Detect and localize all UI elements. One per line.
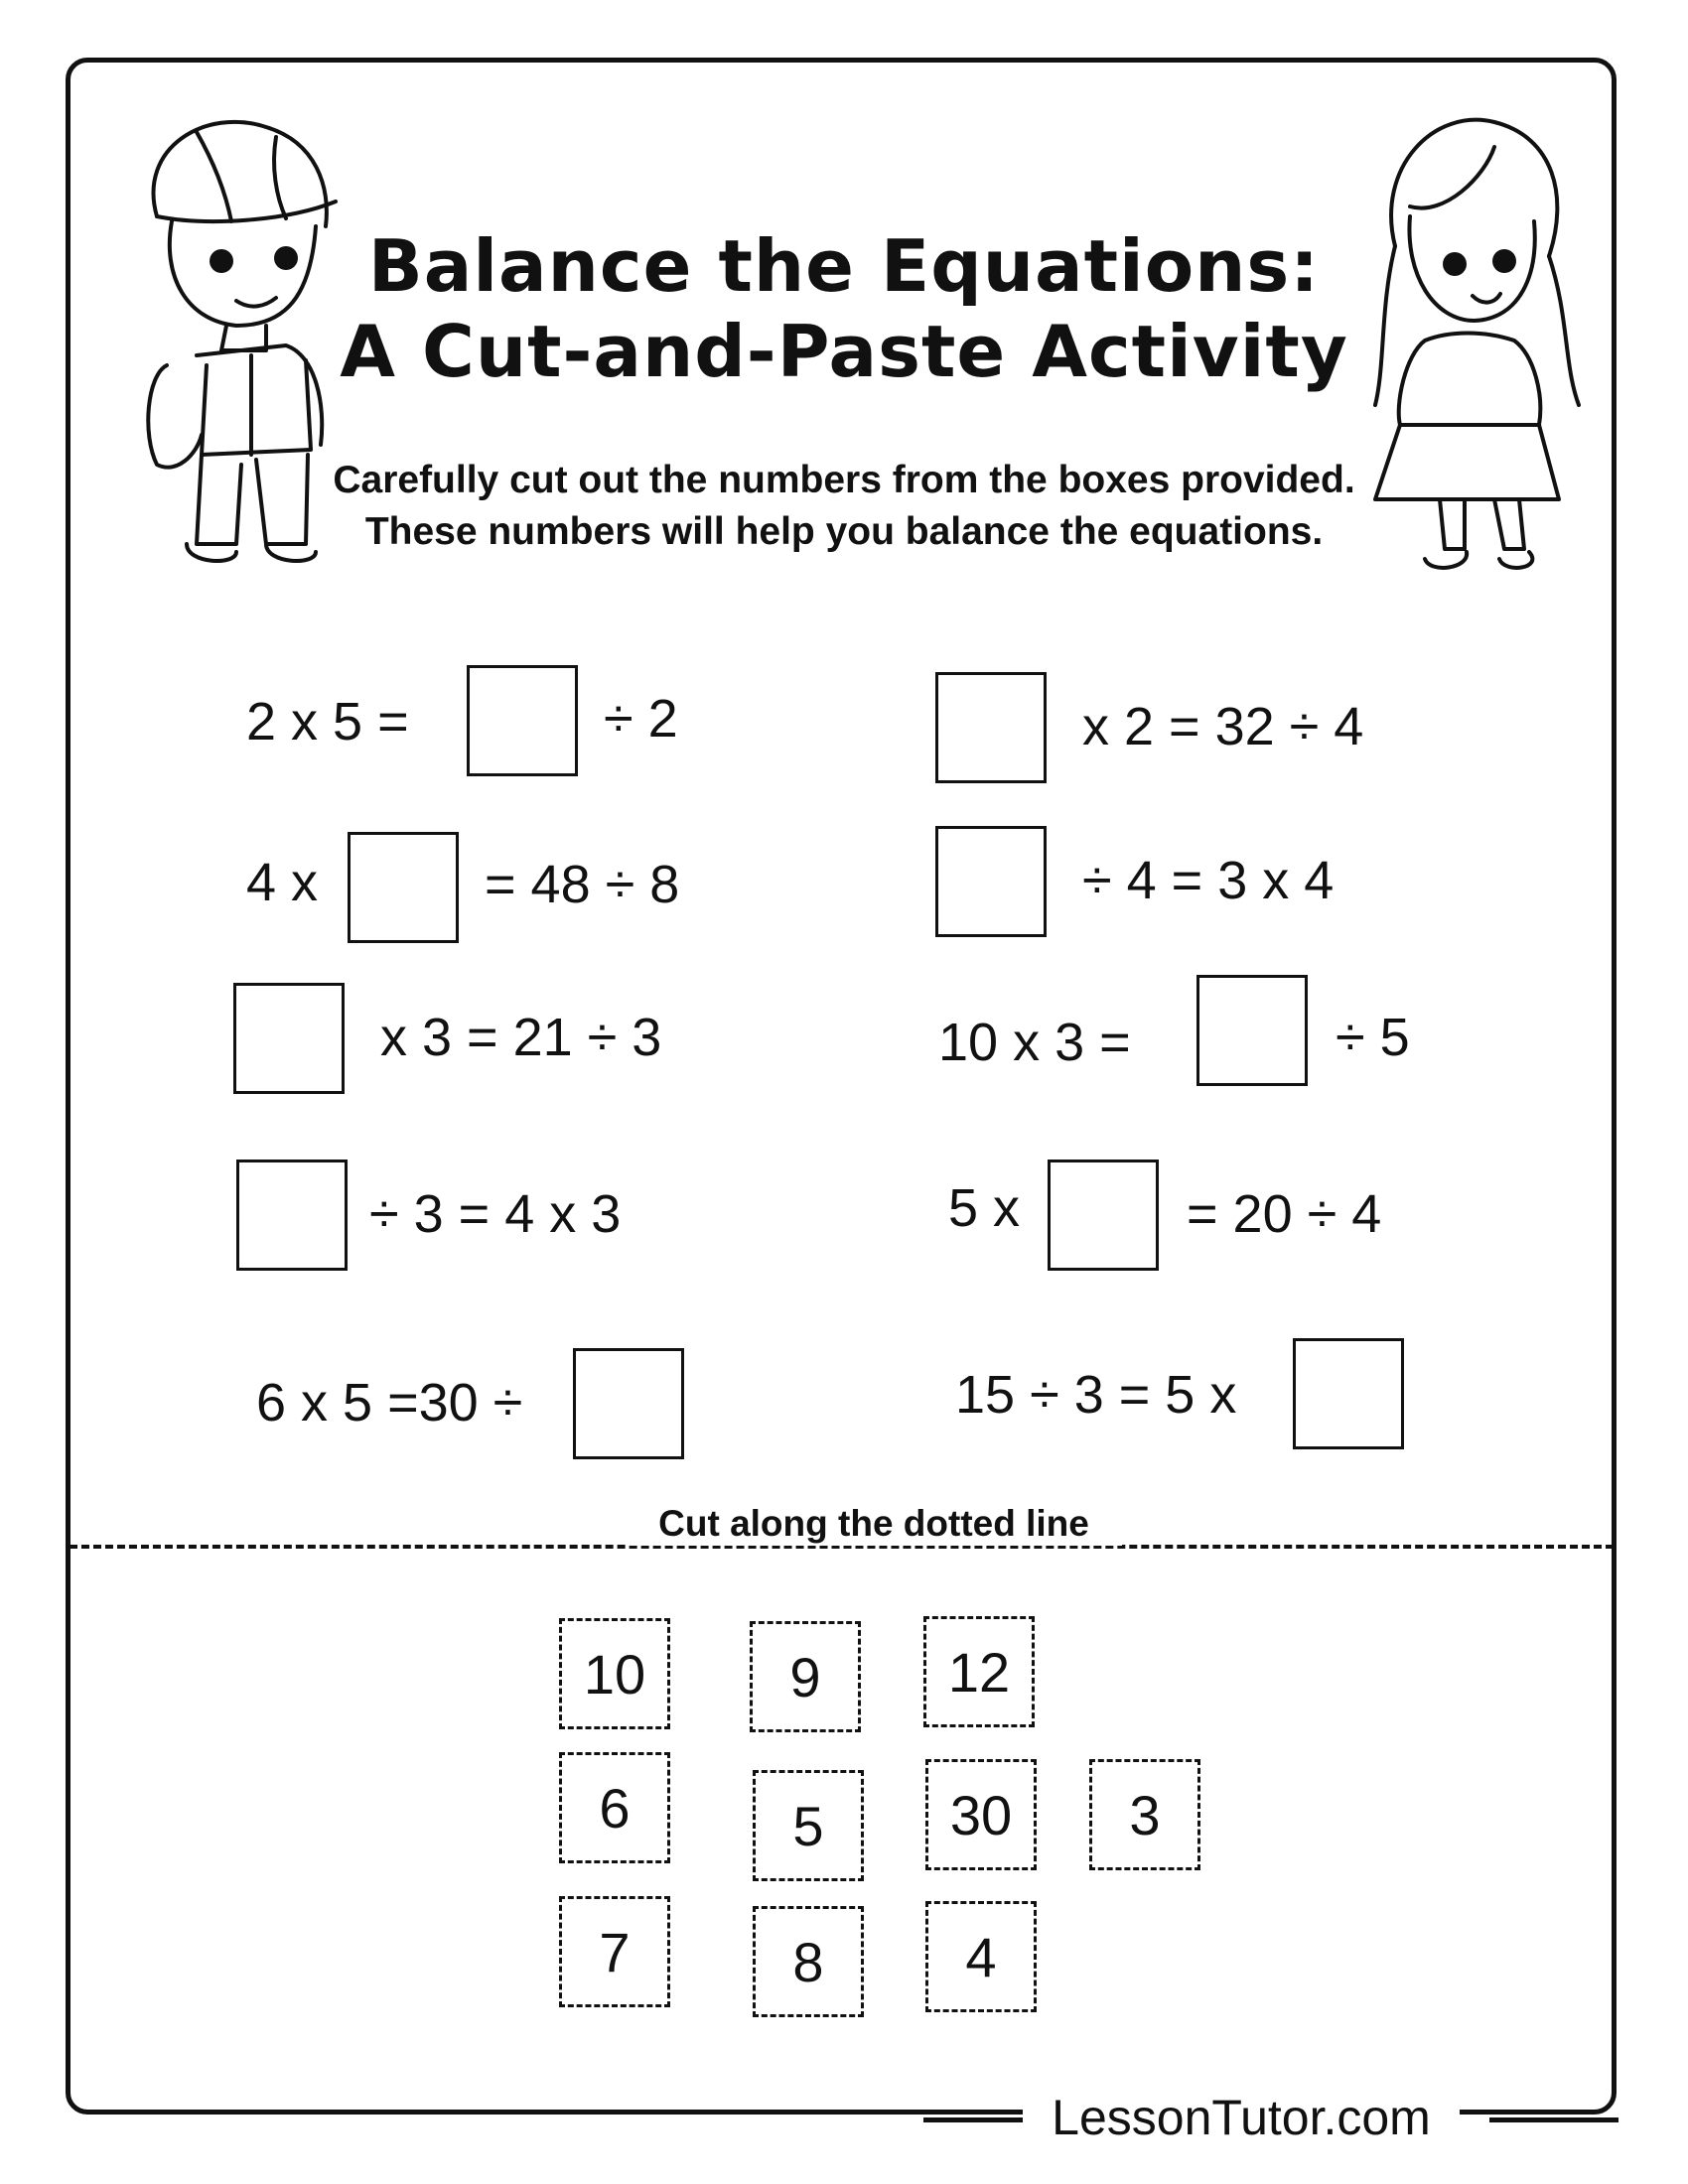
answer-box-left-1[interactable] (467, 665, 578, 776)
equation-left-1-before: 2 x 5 = (246, 692, 409, 751)
instructions-line-1: Carefully cut out the numbers from the boxes provided. (333, 459, 1355, 501)
equation-left-3-after: x 3 = 21 ÷ 3 (380, 1008, 662, 1067)
answer-box-right-3[interactable] (1196, 975, 1308, 1086)
number-card-7[interactable]: 7 (559, 1896, 670, 2007)
equation-left-2-after: = 48 ÷ 8 (485, 855, 680, 914)
instructions-line-2: These numbers will help you balance the equations. (364, 510, 1324, 553)
number-card-3[interactable]: 3 (1089, 1759, 1200, 1870)
equation-left-5-before: 6 x 5 =30 ÷ (256, 1373, 523, 1433)
number-card-30[interactable]: 30 (925, 1759, 1037, 1870)
equation-right-4-before: 5 x (948, 1178, 1021, 1238)
equation-left-2-before: 4 x (246, 853, 319, 912)
footer-rule-left (923, 2117, 1023, 2122)
answer-box-right-5[interactable] (1293, 1338, 1404, 1449)
cut-line-label: Cut along the dotted line (626, 1501, 1122, 1546)
page-title-line-2: A Cut-and-Paste Activity (340, 310, 1348, 393)
equation-right-2-after: ÷ 4 = 3 x 4 (1082, 851, 1335, 910)
site-credit: LessonTutor.com (1023, 2089, 1460, 2146)
answer-box-right-2[interactable] (935, 826, 1047, 937)
equation-right-3-before: 10 x 3 = (938, 1013, 1131, 1072)
equation-right-5-before: 15 ÷ 3 = 5 x (955, 1365, 1237, 1425)
number-card-4[interactable]: 4 (925, 1901, 1037, 2012)
number-card-12[interactable]: 12 (923, 1616, 1035, 1727)
equation-right-3-after: ÷ 5 (1336, 1008, 1410, 1067)
number-card-6[interactable]: 6 (559, 1752, 670, 1863)
number-card-8[interactable]: 8 (753, 1906, 864, 2017)
equation-right-4-after: = 20 ÷ 4 (1187, 1184, 1382, 1244)
equation-left-4-after: ÷ 3 = 4 x 3 (369, 1184, 622, 1244)
answer-box-left-4[interactable] (236, 1160, 348, 1271)
number-card-10[interactable]: 10 (559, 1618, 670, 1729)
answer-box-right-1[interactable] (935, 672, 1047, 783)
answer-box-left-5[interactable] (573, 1348, 684, 1459)
equation-left-1-after: ÷ 2 (604, 689, 678, 749)
number-card-5[interactable]: 5 (753, 1770, 864, 1881)
answer-box-left-3[interactable] (233, 983, 345, 1094)
number-card-9[interactable]: 9 (750, 1621, 861, 1732)
answer-box-left-2[interactable] (348, 832, 459, 943)
footer-rule-right (1489, 2117, 1618, 2122)
equation-right-1-after: x 2 = 32 ÷ 4 (1082, 697, 1364, 756)
page-title-line-1: Balance the Equations: (367, 224, 1321, 308)
answer-box-right-4[interactable] (1048, 1160, 1159, 1271)
